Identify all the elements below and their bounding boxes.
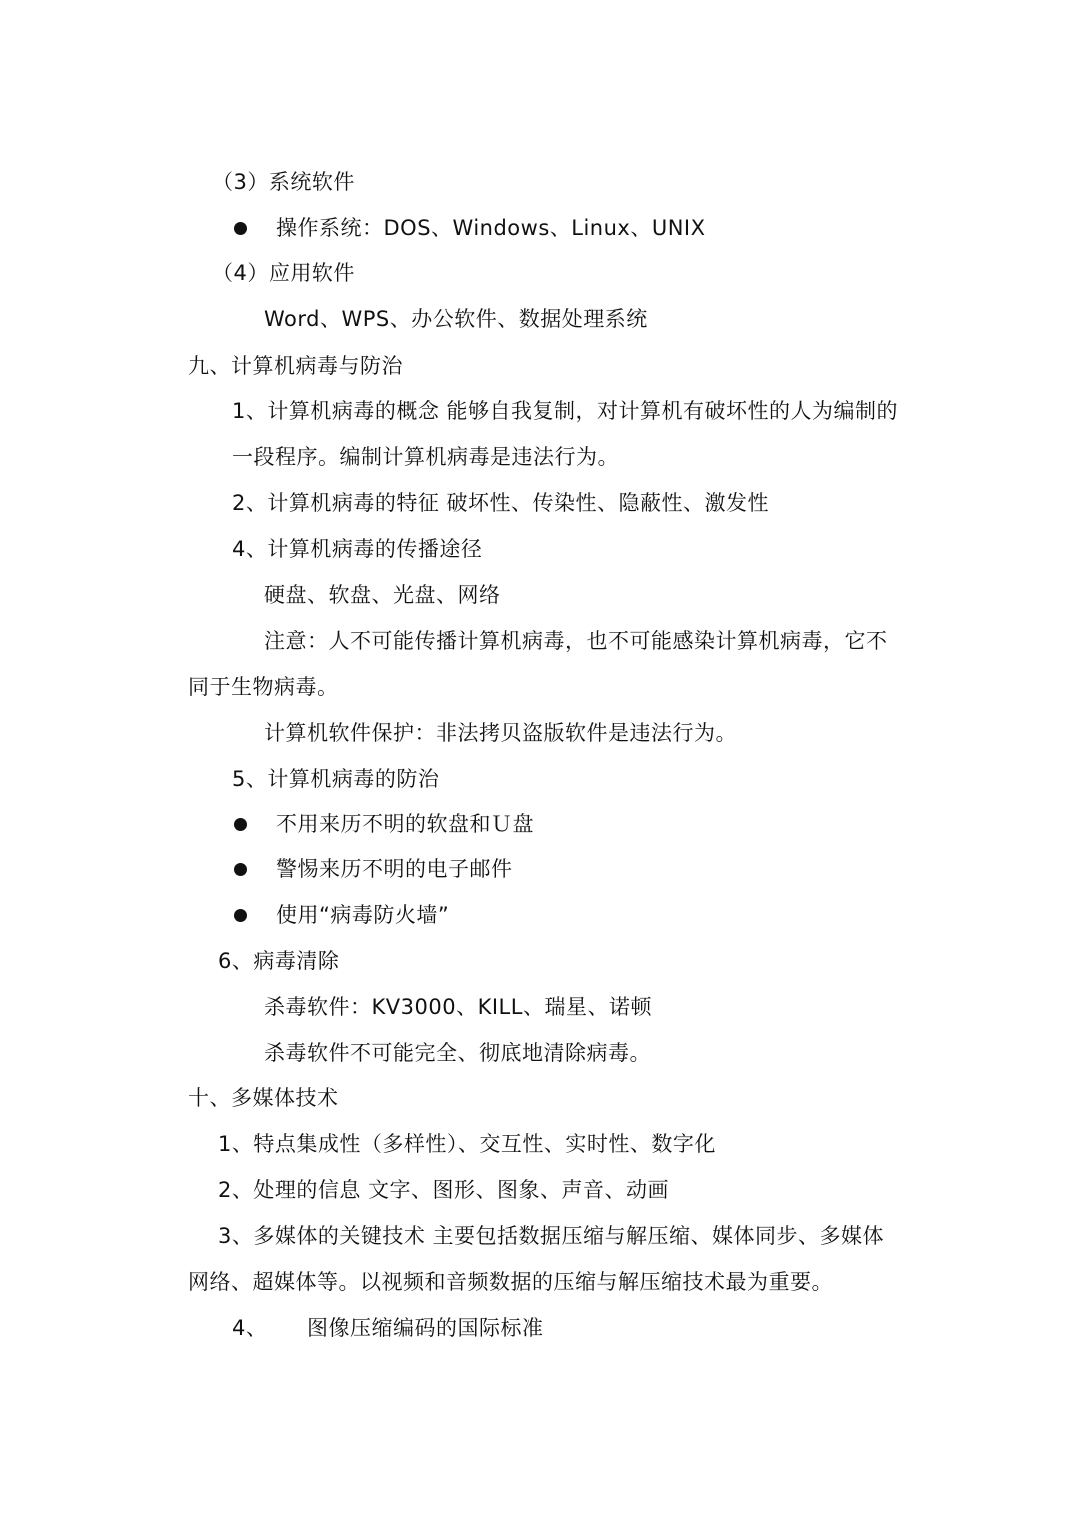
section-heading-virus: 九、计算机病毒与防治 [188, 354, 403, 378]
subsection-system-software: （3）系统软件 [212, 170, 355, 194]
virus-features: 2、计算机病毒的特征 破坏性、传染性、隐蔽性、激发性 [232, 491, 770, 515]
multimedia-key-tech-line-1: 3、多媒体的关键技术 主要包括数据压缩与解压缩、媒体同步、多媒体 [218, 1224, 885, 1248]
bullet-icon [234, 818, 247, 831]
bullet-icon [234, 909, 247, 922]
virus-spread-list: 硬盘、软盘、光盘、网络 [264, 583, 501, 607]
software-protection: 计算机软件保护：非法拷贝盗版软件是违法行为。 [264, 721, 737, 745]
bullet-icon [234, 863, 247, 876]
note-line-1: 注意：人不可能传播计算机病毒，也不可能感染计算机病毒，它不 [264, 629, 888, 653]
bullet-icon [234, 222, 247, 235]
virus-removal-heading: 6、病毒清除 [218, 949, 340, 973]
multimedia-info-types: 2、处理的信息 文字、图形、图象、声音、动画 [218, 1178, 670, 1202]
note-line-2: 同于生物病毒。 [188, 675, 339, 699]
prevention-item-1: 不用来历不明的软盘和Ｕ盘 [276, 812, 534, 836]
image-compression-heading: 图像压缩编码的国际标准 [307, 1316, 544, 1340]
subsection-application-software: （4）应用软件 [212, 261, 355, 285]
prevention-item-3: 使用“病毒防火墙” [276, 903, 450, 927]
section-heading-multimedia: 十、多媒体技术 [188, 1086, 339, 1110]
virus-prevention-heading: 5、计算机病毒的防治 [232, 767, 440, 791]
virus-concept-line-1: 1、计算机病毒的概念 能够自我复制，对计算机有破坏性的人为编制的 [232, 399, 899, 423]
antivirus-software-list: 杀毒软件：KV3000、KILL、瑞星、诺顿 [264, 995, 652, 1019]
virus-spread-heading: 4、计算机病毒的传播途径 [232, 537, 483, 561]
image-compression-number: 4、 [232, 1316, 268, 1340]
application-software-list: Word、WPS、办公软件、数据处理系统 [264, 307, 648, 331]
multimedia-key-tech-line-2: 网络、超媒体等。以视频和音频数据的压缩与解压缩技术最为重要。 [188, 1270, 833, 1294]
antivirus-limitation: 杀毒软件不可能完全、彻底地清除病毒。 [264, 1041, 651, 1065]
multimedia-features: 1、特点集成性（多样性）、交互性、实时性、数字化 [218, 1132, 716, 1156]
virus-concept-line-2: 一段程序。编制计算机病毒是违法行为。 [232, 445, 619, 469]
prevention-item-2: 警惕来历不明的电子邮件 [276, 857, 513, 881]
bullet-os-list: 操作系统：DOS、Windows、Linux、UNIX [276, 216, 706, 240]
